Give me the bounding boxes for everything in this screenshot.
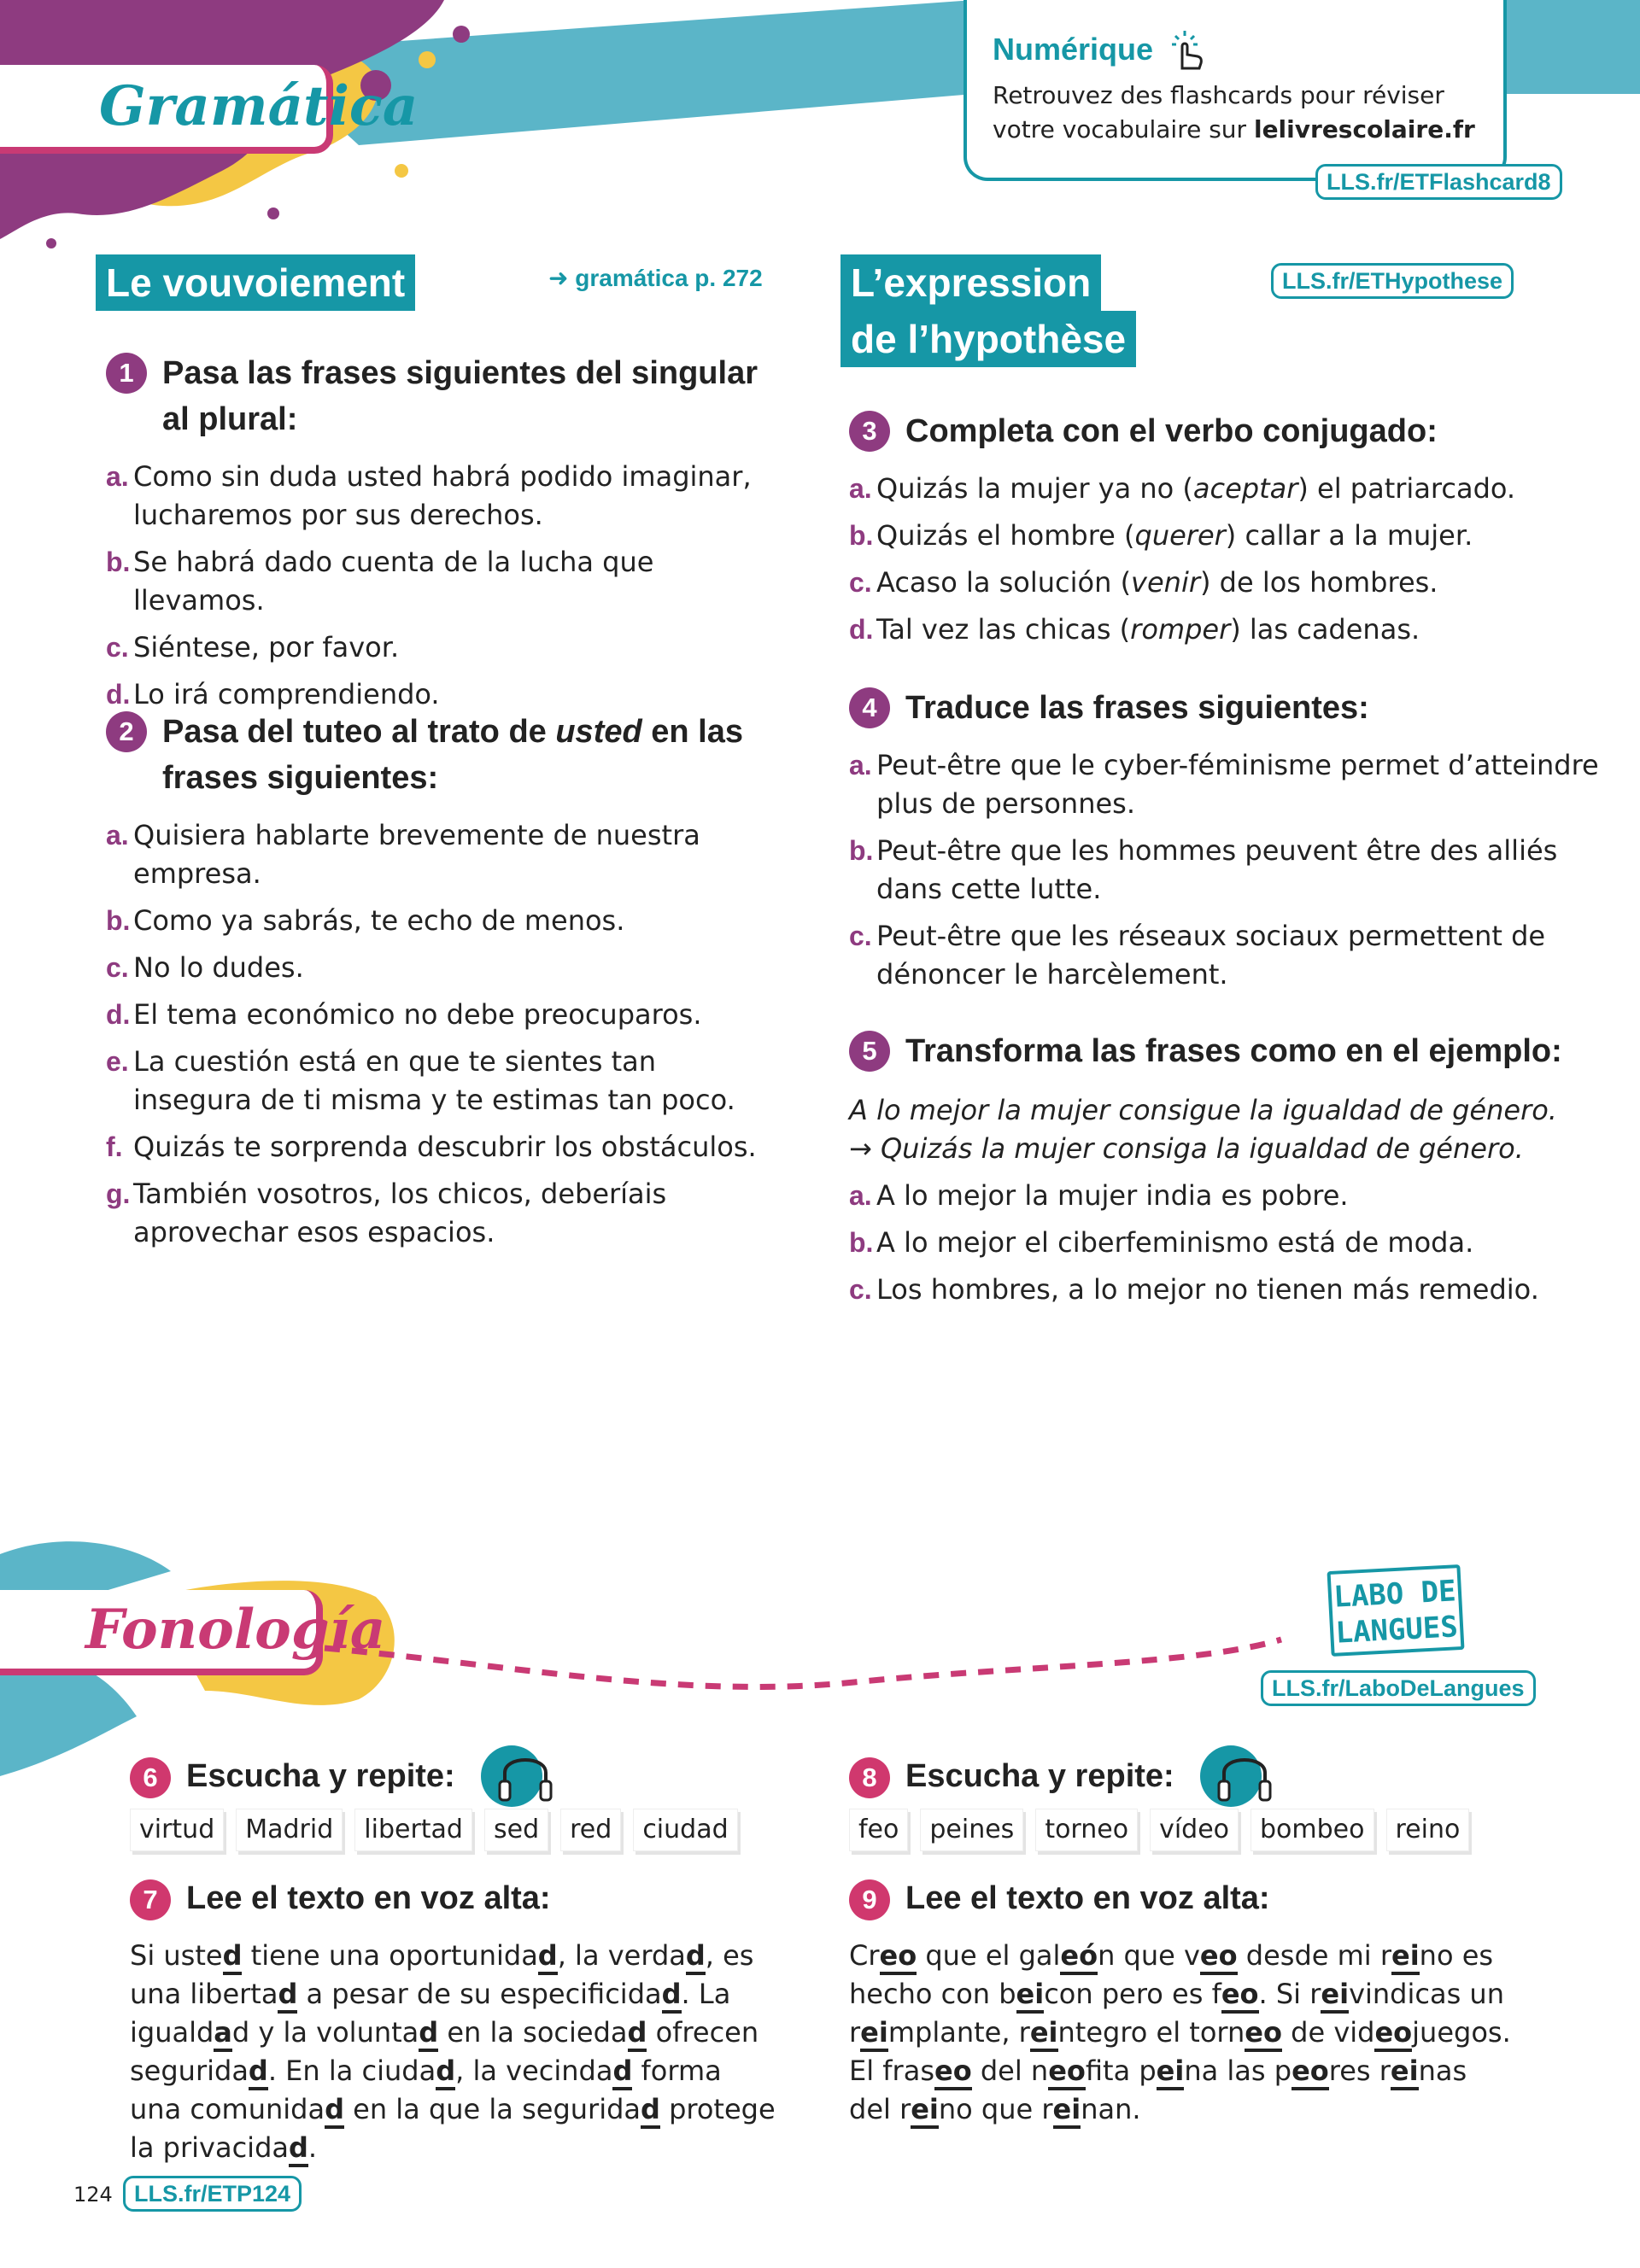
list-item: b. Se habrá dado cuenta de la lucha que llevamos. [106, 546, 654, 617]
exercise-6-words [130, 1809, 738, 1851]
list-item: g. También vosotros, los chicos, deberíais aprovechar esos espacios. [106, 1178, 667, 1248]
exercise-4-list [849, 746, 1601, 1002]
exercise-number: 3 [849, 411, 890, 452]
exercise-5-example: A lo mejor la mujer consigue la igualdad de género. → Quizás la mujer consiga la igualdad de género. [849, 1094, 1557, 1165]
word-chip: red [560, 1809, 621, 1851]
exercise-2-heading [106, 709, 772, 801]
word-chip: feo [849, 1809, 908, 1851]
list-item: b. Peut-être que les hommes peuvent être des alliés dans cette lutte. [849, 834, 1558, 905]
exercise-3-heading [849, 408, 1601, 454]
labo-de-langues-logo: LABO DE LANGUES [1327, 1564, 1464, 1657]
exercise-9-heading [849, 1875, 1270, 1921]
list-item: e. La cuestión está en que te sientes tan insegura de ti misma y te estimas tan poco. [106, 1045, 735, 1116]
headphones-icon[interactable] [479, 1744, 556, 1809]
flashcard-link[interactable]: LLS.fr/ETFlashcard8 [1315, 164, 1562, 200]
list-item: b. Como ya sabrás, te echo de menos. [106, 904, 625, 937]
page-number: 124 [73, 2183, 113, 2207]
page-link[interactable]: LLS.fr/ETP124 [123, 2176, 302, 2212]
exercise-number: 9 [849, 1879, 890, 1920]
exercise-7-title: Lee el texto en voz alta: [186, 1880, 551, 1916]
exercise-3-title: Completa con el verbo conjugado: [905, 413, 1438, 449]
list-item: d. Tal vez las chicas (romper) las cadenas. [849, 613, 1420, 646]
list-item: c. Los hombres, a lo mejor no tienen más remedio. [849, 1273, 1539, 1306]
section-title-hypothese-line1: L’expression [840, 254, 1101, 311]
exercise-number: 1 [106, 353, 147, 394]
section-title-hypothese-line2: de l’hypothèse [840, 311, 1136, 367]
section-title-vouvoiement: Le vouvoiement [96, 254, 415, 311]
exercise-6-heading [130, 1744, 556, 1809]
numerique-box [964, 0, 1507, 181]
exercise-4-title: Traduce las frases siguientes: [905, 690, 1369, 726]
list-item: b. A lo mejor el ciberfeminismo está de moda. [849, 1226, 1474, 1259]
word-chip: bombeo [1250, 1809, 1374, 1851]
exercise-9-text: Creo que el galeón que veo desde mi reino es hecho con beicon pero es feo. Si reivindicas un reimplante, reintegro el torneo de videojuegos. El fraseo del neofita peina las peores reinas del reino que reinan. [849, 1937, 1515, 2129]
touch-hand-icon [1163, 26, 1211, 73]
exercise-5-list [849, 1177, 1601, 1318]
exercise-number: 4 [849, 687, 890, 728]
list-item: a. Quisiera hablarte brevemente de nuestra empresa. [106, 819, 700, 890]
numerique-title: Numérique [993, 32, 1154, 67]
list-item: c. Siéntese, por favor. [106, 631, 400, 663]
exercise-1-title: Pasa las frases siguientes del singular al plural: [162, 355, 758, 437]
exercise-8-heading [849, 1744, 1275, 1809]
list-item: d. El tema económico no debe preocuparos. [106, 998, 702, 1031]
list-item: c. No lo dudes. [106, 951, 304, 984]
exercise-5-title: Transforma las frases como en el ejemplo: [905, 1033, 1562, 1069]
gramatica-banner [0, 65, 419, 154]
exercise-9-title: Lee el texto en voz alta: [905, 1880, 1270, 1916]
list-item: a. Quizás la mujer ya no (aceptar) el patriarcado. [849, 472, 1516, 505]
exercise-number: 2 [106, 711, 147, 752]
exercise-7-heading [130, 1875, 551, 1921]
hypothese-link[interactable]: LLS.fr/ETHypothese [1271, 263, 1514, 299]
list-item: a. Peut-être que le cyber-féminisme permet d’atteindre plus de personnes. [849, 749, 1599, 820]
word-chip: vídeo [1150, 1809, 1239, 1851]
list-item: f. Quizás te sorprenda descubrir los obstáculos. [106, 1131, 757, 1163]
section-title-fonologia: Fonología [85, 1597, 386, 1662]
list-item: d. Lo irá comprendiendo. [106, 678, 440, 710]
exercise-7-text: Si usted tiene una oportunidad, la verdad, es una libertad a pesar de su especificidad. La igualdad y la voluntad en la sociedad ofrecen seguridad. En la ciudad, la vecindad forma una comunidad en la que la seguridad protege la privacidad. [130, 1937, 779, 2167]
exercise-number: 5 [849, 1031, 890, 1072]
exercise-3-list [849, 470, 1601, 658]
list-item: c. Peut-être que les réseaux sociaux permettent de dénoncer le harcèlement. [849, 920, 1546, 991]
word-chip: reino [1386, 1809, 1470, 1851]
exercise-1-heading [106, 350, 772, 442]
exercise-6-title: Escucha y repite: [186, 1758, 455, 1794]
list-item: c. Acaso la solución (venir) de los hombres. [849, 566, 1438, 599]
grammar-reference-link[interactable]: ➜ gramática p. 272 [548, 265, 763, 291]
word-chip: peines [920, 1809, 1023, 1851]
list-item: b. Quizás el hombre (querer) callar a la mujer. [849, 519, 1473, 552]
labo-link[interactable]: LLS.fr/LaboDeLangues [1261, 1670, 1536, 1706]
exercise-8-title: Escucha y repite: [905, 1758, 1174, 1794]
fonologia-banner [0, 1590, 386, 1675]
numerique-text: Retrouvez des flashcards pour réviser votre vocabulaire sur [993, 81, 1444, 143]
headphones-icon[interactable] [1198, 1744, 1275, 1809]
section-title-gramatica: Gramática [99, 73, 419, 138]
exercise-2-list [106, 816, 781, 1260]
exercise-5-heading [849, 1028, 1618, 1074]
exercise-4-heading [849, 685, 1601, 731]
exercise-8-words [849, 1809, 1469, 1851]
numerique-site[interactable]: lelivrescolaire.fr [1253, 115, 1475, 143]
exercise-1-list [106, 458, 781, 722]
word-chip: Madrid [236, 1809, 343, 1851]
list-item: a. A lo mejor la mujer india es pobre. [849, 1179, 1349, 1212]
word-chip: sed [484, 1809, 548, 1851]
word-chip: virtud [130, 1809, 224, 1851]
exercise-number: 7 [130, 1879, 171, 1920]
exercise-number: 6 [130, 1757, 171, 1798]
exercise-2-title: Pasa del tuteo al trato de usted en las frases siguientes: [162, 714, 743, 796]
word-chip: libertad [354, 1809, 472, 1851]
word-chip: ciudad [633, 1809, 737, 1851]
list-item: a. Como sin duda usted habrá podido imaginar, lucharemos por sus derechos. [106, 460, 752, 531]
word-chip: torneo [1035, 1809, 1138, 1851]
exercise-number: 8 [849, 1757, 890, 1798]
